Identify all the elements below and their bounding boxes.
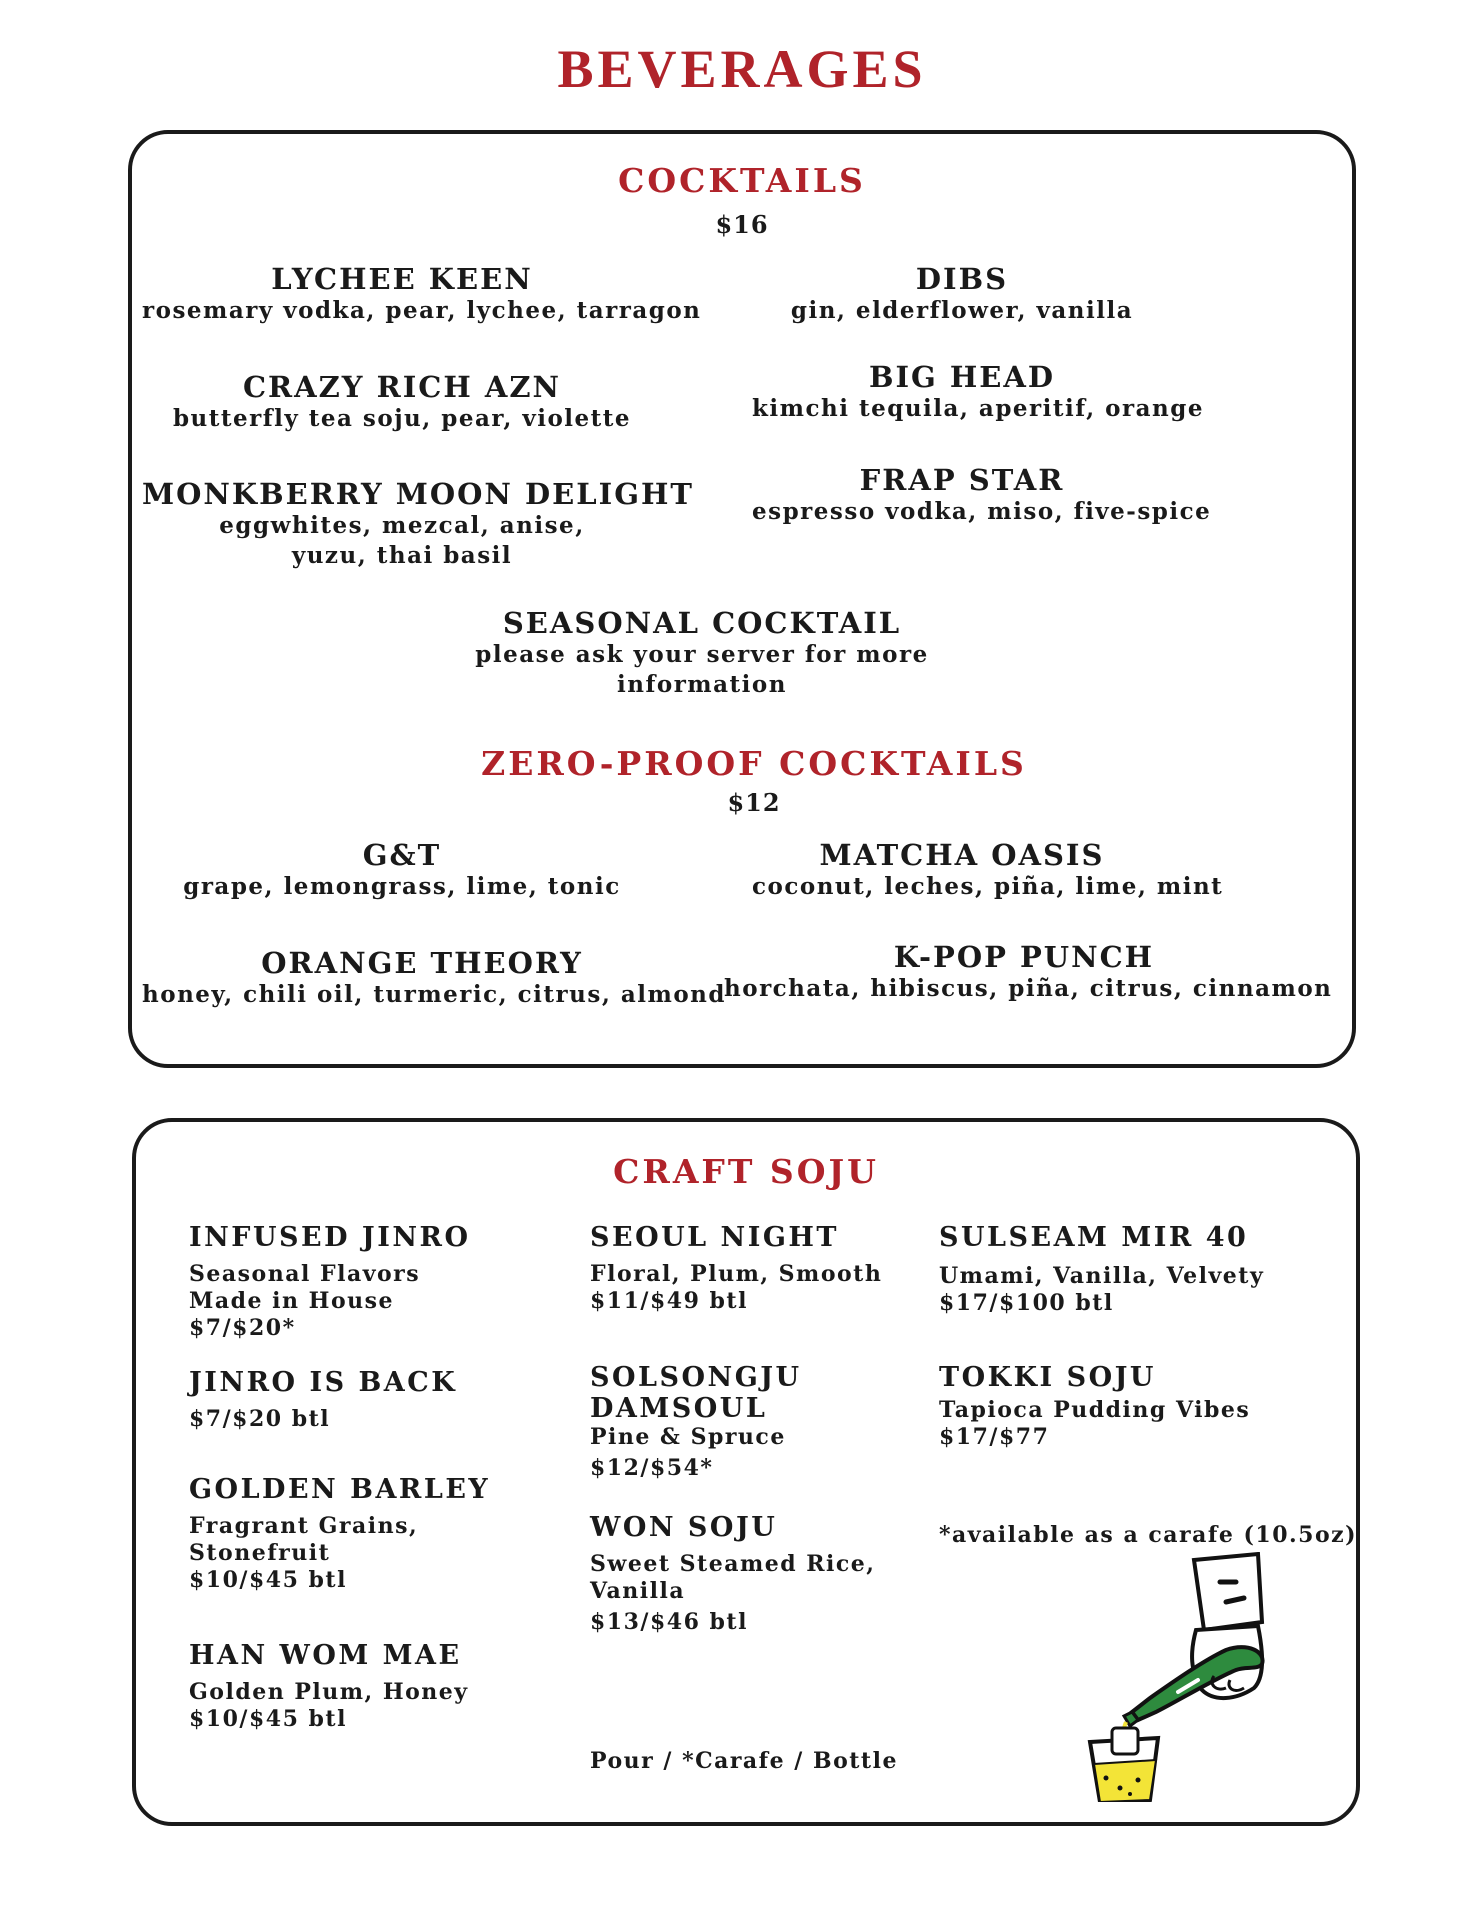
item-name: ORANGE THEORY [261,946,583,980]
page-title: BEVERAGES [557,39,927,99]
menu-item [142,946,726,1010]
soju-name: TOKKI SOJU [939,1362,1156,1393]
bubble [1128,1792,1132,1796]
soju-name: SOLSONGJU [590,1362,802,1393]
menu-item [752,463,1212,527]
soju-price: $10/$45 btl [189,1706,347,1732]
soju-item [189,1640,469,1733]
item-name: K-POP PUNCH [893,940,1155,974]
soju-item [939,1222,1264,1317]
soju-price: $13/$46 btl [590,1609,748,1635]
item-desc: please ask your server for more [475,641,929,668]
soju-name: INFUSED JINRO [189,1222,471,1253]
item-desc: horchata, hibiscus, piña, citrus, cinnamon [724,975,1333,1002]
craft-soju-panel [132,1118,1360,1826]
item-name: G&T [362,838,442,872]
item-desc: eggwhites, mezcal, anise, [219,512,585,539]
soju-desc: Vanilla [590,1578,686,1604]
cocktails-price: $16 [715,210,769,239]
soju-item [189,1222,470,1342]
menu-item [752,838,1224,902]
menu-item [452,606,952,700]
soju-item [590,1362,802,1482]
soju-desc: Umami, Vanilla, Velvety [939,1263,1265,1289]
menu-item [142,477,694,571]
soju-name: GOLDEN BARLEY [189,1474,491,1505]
menu-item [142,262,702,326]
soju-price: $17/$100 btl [939,1290,1114,1316]
soju-desc: Pine & Spruce [590,1424,786,1450]
soju-name: SULSEAM MIR 40 [939,1222,1249,1253]
item-desc: information [617,671,787,698]
soju-name: DAMSOUL [590,1393,768,1424]
menu-item [752,262,1172,326]
item-name: DIBS [915,262,1009,296]
menu-item [142,370,662,434]
cocktails-panel [128,130,1356,1068]
soju-desc: Golden Plum, Honey [189,1679,469,1705]
item-name: BIG HEAD [868,360,1056,394]
bubble [1136,1778,1141,1783]
soju-name: WON SOJU [590,1512,778,1543]
soju-price: $10/$45 btl [189,1567,347,1593]
soju-name: JINRO IS BACK [189,1367,458,1398]
item-desc: coconut, leches, piña, lime, mint [752,873,1224,900]
soju-desc: Seasonal Flavors [189,1261,421,1287]
item-name: MATCHA OASIS [819,838,1105,872]
soju-price: $17/$77 [939,1424,1050,1450]
item-name: CRAZY RICH AZN [242,370,562,404]
item-desc: rosemary vodka, pear, lychee, tarragon [142,297,702,324]
shot-glass [1112,1728,1138,1754]
item-name: SEASONAL COCKTAIL [502,606,902,640]
soju-name: SEOUL NIGHT [590,1222,839,1253]
soju-item [590,1512,875,1636]
item-desc: butterfly tea soju, pear, violette [172,405,632,432]
menu-item [142,838,662,902]
item-desc: yuzu, thai basil [291,542,513,569]
soju-price: $7/$20* [189,1315,296,1341]
item-desc: grape, lemongrass, lime, tonic [183,873,621,900]
soju-desc: Sweet Steamed Rice, [590,1551,876,1577]
cocktails-title: COCKTAILS [618,161,866,200]
soju-desc: Floral, Plum, Smooth [590,1261,883,1287]
soju-desc: Fragrant Grains, [189,1513,419,1539]
item-desc: espresso vodka, miso, five-spice [752,498,1212,525]
item-name: LYCHEE KEEN [271,262,533,296]
item-desc: gin, elderflower, vanilla [790,297,1134,324]
beer-fill [1094,1760,1156,1802]
menu-item [724,940,1333,1004]
soju-desc: Tapioca Pudding Vibes [939,1397,1251,1423]
item-desc: kimchi tequila, aperitif, orange [752,395,1204,422]
soju-item [189,1367,457,1433]
bubble [1118,1786,1123,1791]
zero-proof-title: ZERO-PROOF COCKTAILS [481,744,1027,783]
soju-item [590,1222,882,1315]
soju-desc: Made in House [189,1288,394,1314]
soju-price: $7/$20 btl [189,1406,331,1432]
bubble [1104,1776,1109,1781]
item-name: MONKBERRY MOON DELIGHT [142,477,694,511]
soju-name: HAN WOM MAE [189,1640,462,1671]
craft-soju-title: CRAFT SOJU [613,1152,879,1191]
soju-desc: Stonefruit [189,1540,331,1566]
sleeve-shape [1194,1554,1262,1630]
soju-price: $12/$54* [590,1455,714,1481]
soju-item [189,1474,490,1594]
soju-item [939,1362,1250,1451]
carafe-footnote: *available as a carafe (10.5oz) [939,1522,1358,1548]
pouring-soju-illustration [1086,1552,1316,1802]
menu-item [752,360,1204,424]
item-desc: honey, chili oil, turmeric, citrus, almond [142,981,726,1008]
zero-proof-price: $12 [727,788,781,817]
item-name: FRAP STAR [859,463,1065,497]
pour-legend: Pour / *Carafe / Bottle [590,1748,898,1774]
soju-price: $11/$49 btl [590,1288,748,1314]
